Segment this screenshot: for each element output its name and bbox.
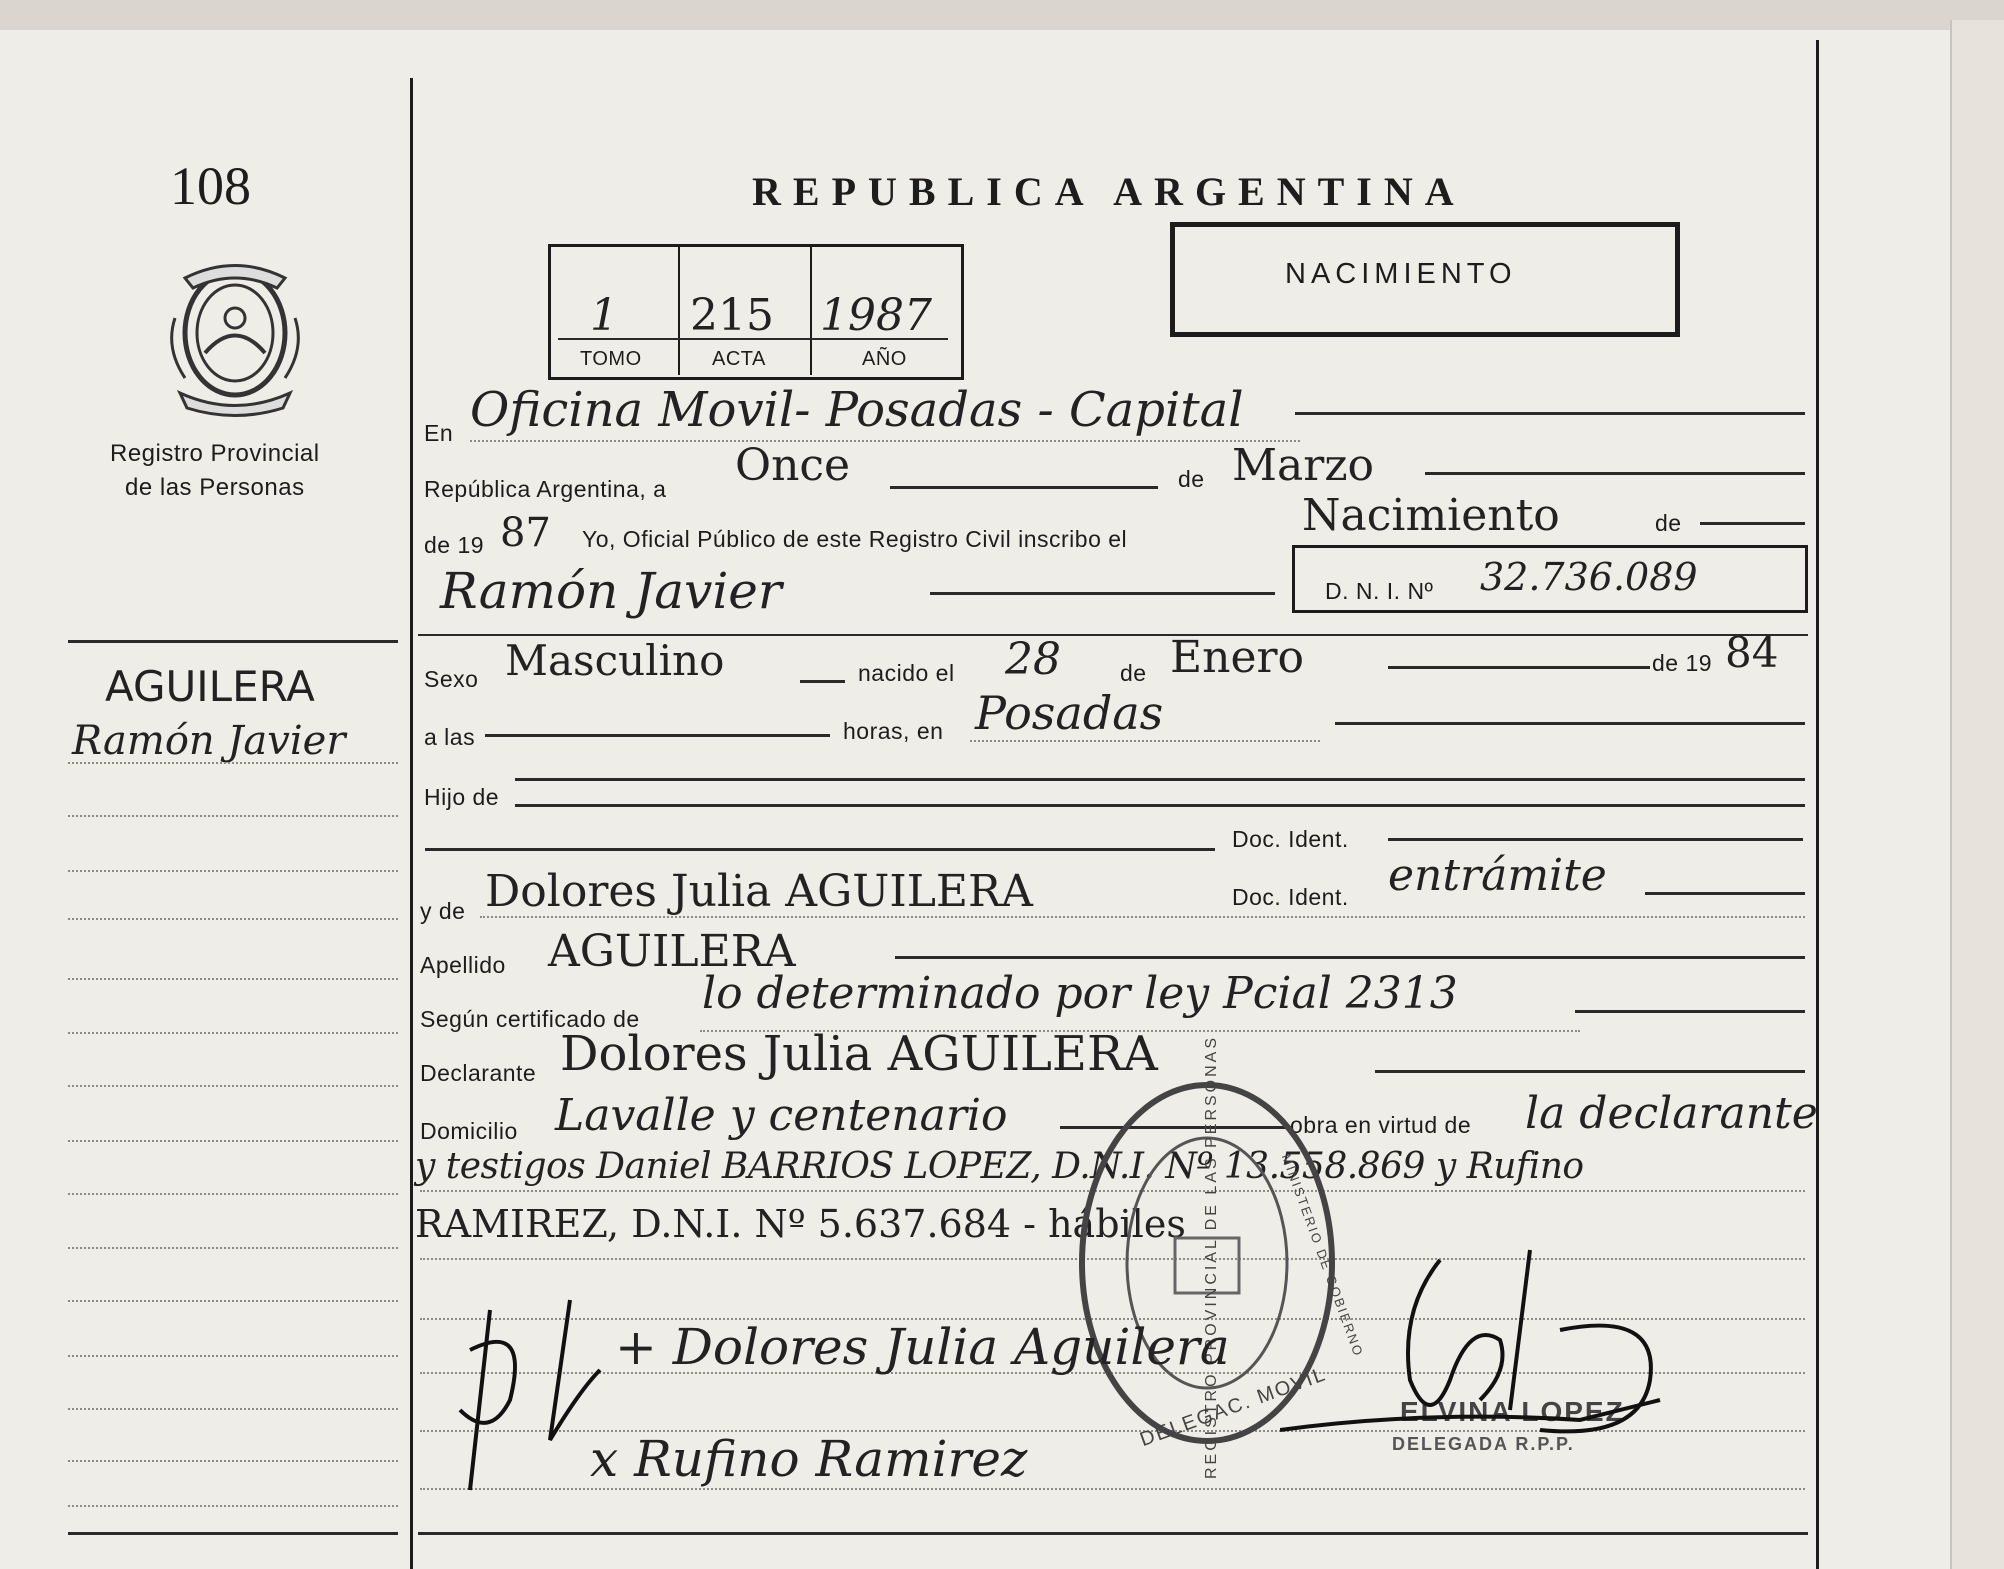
margin-dotted-line: [68, 1085, 398, 1087]
line: [1425, 472, 1805, 475]
margin-rule-bottom: [68, 1532, 398, 1535]
margin-dotted-line: [68, 870, 398, 872]
dni-value: 32.736.089: [1480, 555, 1698, 599]
label-doc-ident-1: Doc. Ident.: [1232, 826, 1349, 852]
registration-year: 87: [500, 510, 551, 556]
address-value: Lavalle y centenario: [555, 1090, 1008, 1141]
mother-name: Dolores Julia AGUILERA: [485, 866, 1033, 917]
label-y-de: y de: [420, 898, 466, 924]
label-en: En: [424, 420, 454, 446]
acta-value: 215: [690, 290, 774, 341]
obra-value: la declarante: [1525, 1088, 1818, 1139]
line: [1388, 666, 1650, 669]
label-segun: Según certificado de: [420, 1006, 640, 1032]
margin-divider: [410, 78, 413, 1569]
label-hijo-de: Hijo de: [424, 784, 500, 810]
label-yo-oficial: Yo, Oficial Público de este Registro Civil inscribo el: [582, 526, 1128, 552]
acta-label: ACTA: [712, 348, 766, 370]
label-a-las: a las: [424, 724, 476, 750]
line: [1575, 1010, 1805, 1013]
margin-dotted-line: [68, 1140, 398, 1142]
label-obra: obra en virtud de: [1290, 1112, 1472, 1138]
witness-signature: x Rufino Ramirez: [590, 1430, 1028, 1488]
witnesses-line-1: y testigos Daniel BARRIOS LOPEZ, D.N.I. Nº 13.558.869 y Rufino: [415, 1146, 1584, 1187]
record-box-divider: [678, 247, 680, 375]
label-horas-en: horas, en: [843, 718, 944, 744]
record-box-divider: [810, 247, 812, 375]
label-sexo: Sexo: [424, 666, 479, 692]
line: [1388, 838, 1803, 841]
line: [890, 486, 1158, 489]
given-name-value: Ramón Javier: [440, 562, 782, 620]
margin-dotted-line: [68, 815, 398, 817]
book-page-edge: [1950, 20, 2004, 1569]
tomo-label: TOMO: [580, 348, 642, 370]
registry-seal-icon: [165, 258, 305, 418]
label-de19-birth: de 19: [1652, 650, 1713, 676]
margin-dotted-line: [68, 1460, 398, 1462]
line: [515, 778, 1805, 781]
margin-dotted-line: [68, 918, 398, 920]
margin-dotted-line: [68, 1032, 398, 1034]
label-de-2: de: [1655, 510, 1682, 536]
line: [515, 804, 1805, 807]
label-doc-ident-2: Doc. Ident.: [1232, 884, 1349, 910]
tomo-value: 1: [590, 290, 618, 341]
margin-dotted-line: [68, 978, 398, 980]
birth-place: Posadas: [975, 686, 1164, 740]
label-de-3: de: [1120, 660, 1147, 686]
label-declarante: Declarante: [420, 1060, 537, 1086]
act-value: Nacimiento: [1302, 490, 1560, 541]
margin-given-name: Ramón Javier: [72, 718, 346, 764]
witness-signature-icon: [430, 1290, 630, 1530]
place-value: Oficina Movil- Posadas - Capital: [470, 382, 1244, 438]
stamp-bottom-text: DELEGAC. MOVIL: [1137, 1363, 1330, 1452]
line: [895, 956, 1805, 959]
line: [425, 848, 1215, 851]
margin-dotted-line: [68, 1193, 398, 1195]
witnesses-line-2: RAMIREZ, D.N.I. Nº 5.637.684 - hábiles: [415, 1202, 1186, 1246]
line: [800, 680, 845, 683]
dotted-line: [480, 916, 1805, 918]
anio-label: AÑO: [862, 348, 907, 370]
surname-value: AGUILERA: [548, 926, 796, 977]
line: [485, 734, 830, 737]
book-top-edge: [0, 0, 2004, 34]
official-signature-icon: [1280, 1230, 1680, 1490]
declarant-name: Dolores Julia AGUILERA: [560, 1026, 1158, 1082]
label-de19: de 19: [424, 532, 485, 558]
margin-dotted-line: [68, 762, 398, 764]
line: [1335, 722, 1805, 725]
stamp-ring-text: REGISTRO PROVINCIAL DE LAS PERSONAS: [1203, 1034, 1221, 1480]
birth-year: 84: [1725, 628, 1779, 677]
record-type: NACIMIENTO: [1285, 258, 1517, 290]
registration-day: Once: [735, 440, 851, 491]
line: [1645, 892, 1805, 895]
label-republica: República Argentina, a: [424, 476, 667, 502]
declarant-signature: + Dolores Julia Aguilera: [615, 1318, 1230, 1376]
dotted-line: [470, 440, 1300, 442]
margin-dotted-line: [68, 1408, 398, 1410]
line: [1700, 522, 1805, 525]
label-apellido: Apellido: [420, 952, 506, 978]
margin-surname: AGUILERA: [105, 662, 315, 711]
line: [1375, 1070, 1805, 1073]
label-nacido-el: nacido el: [858, 660, 955, 686]
label-domicilio: Domicilio: [420, 1118, 518, 1144]
country-heading: REPUBLICA ARGENTINA: [752, 169, 1466, 214]
label-de-1: de: [1178, 466, 1205, 492]
registry-name-line1: Registro Provincial: [110, 440, 320, 467]
rule-bottom: [418, 1532, 1808, 1535]
margin-dotted-line: [68, 1247, 398, 1249]
margin-rule-top: [68, 640, 398, 643]
registry-name-line2: de las Personas: [125, 474, 305, 501]
stamp-inner-text: MINISTERIO DE GOBIERNO: [1278, 1151, 1367, 1360]
birth-month: Enero: [1170, 632, 1305, 683]
certificate-value: lo determinado por ley Pcial 2313: [702, 968, 1458, 1019]
dotted-line: [970, 740, 1320, 742]
label-dni: D. N. I. Nº: [1325, 578, 1434, 604]
official-title: DELEGADA R.P.P.: [1392, 1434, 1575, 1454]
registration-month: Marzo: [1232, 440, 1374, 491]
right-border: [1816, 40, 1819, 1569]
margin-dotted-line: [68, 1355, 398, 1357]
anio-value: 1987: [820, 290, 932, 341]
line: [1295, 412, 1805, 415]
birth-day: 28: [1005, 634, 1061, 685]
line: [930, 592, 1275, 595]
margin-dotted-line: [68, 1505, 398, 1507]
margin-dotted-line: [68, 1300, 398, 1302]
official-name: ELVINA LOPEZ: [1400, 1396, 1625, 1427]
mother-document: entrámite: [1388, 850, 1607, 901]
page-number: 108: [170, 156, 251, 216]
sex-value: Masculino: [505, 636, 725, 685]
